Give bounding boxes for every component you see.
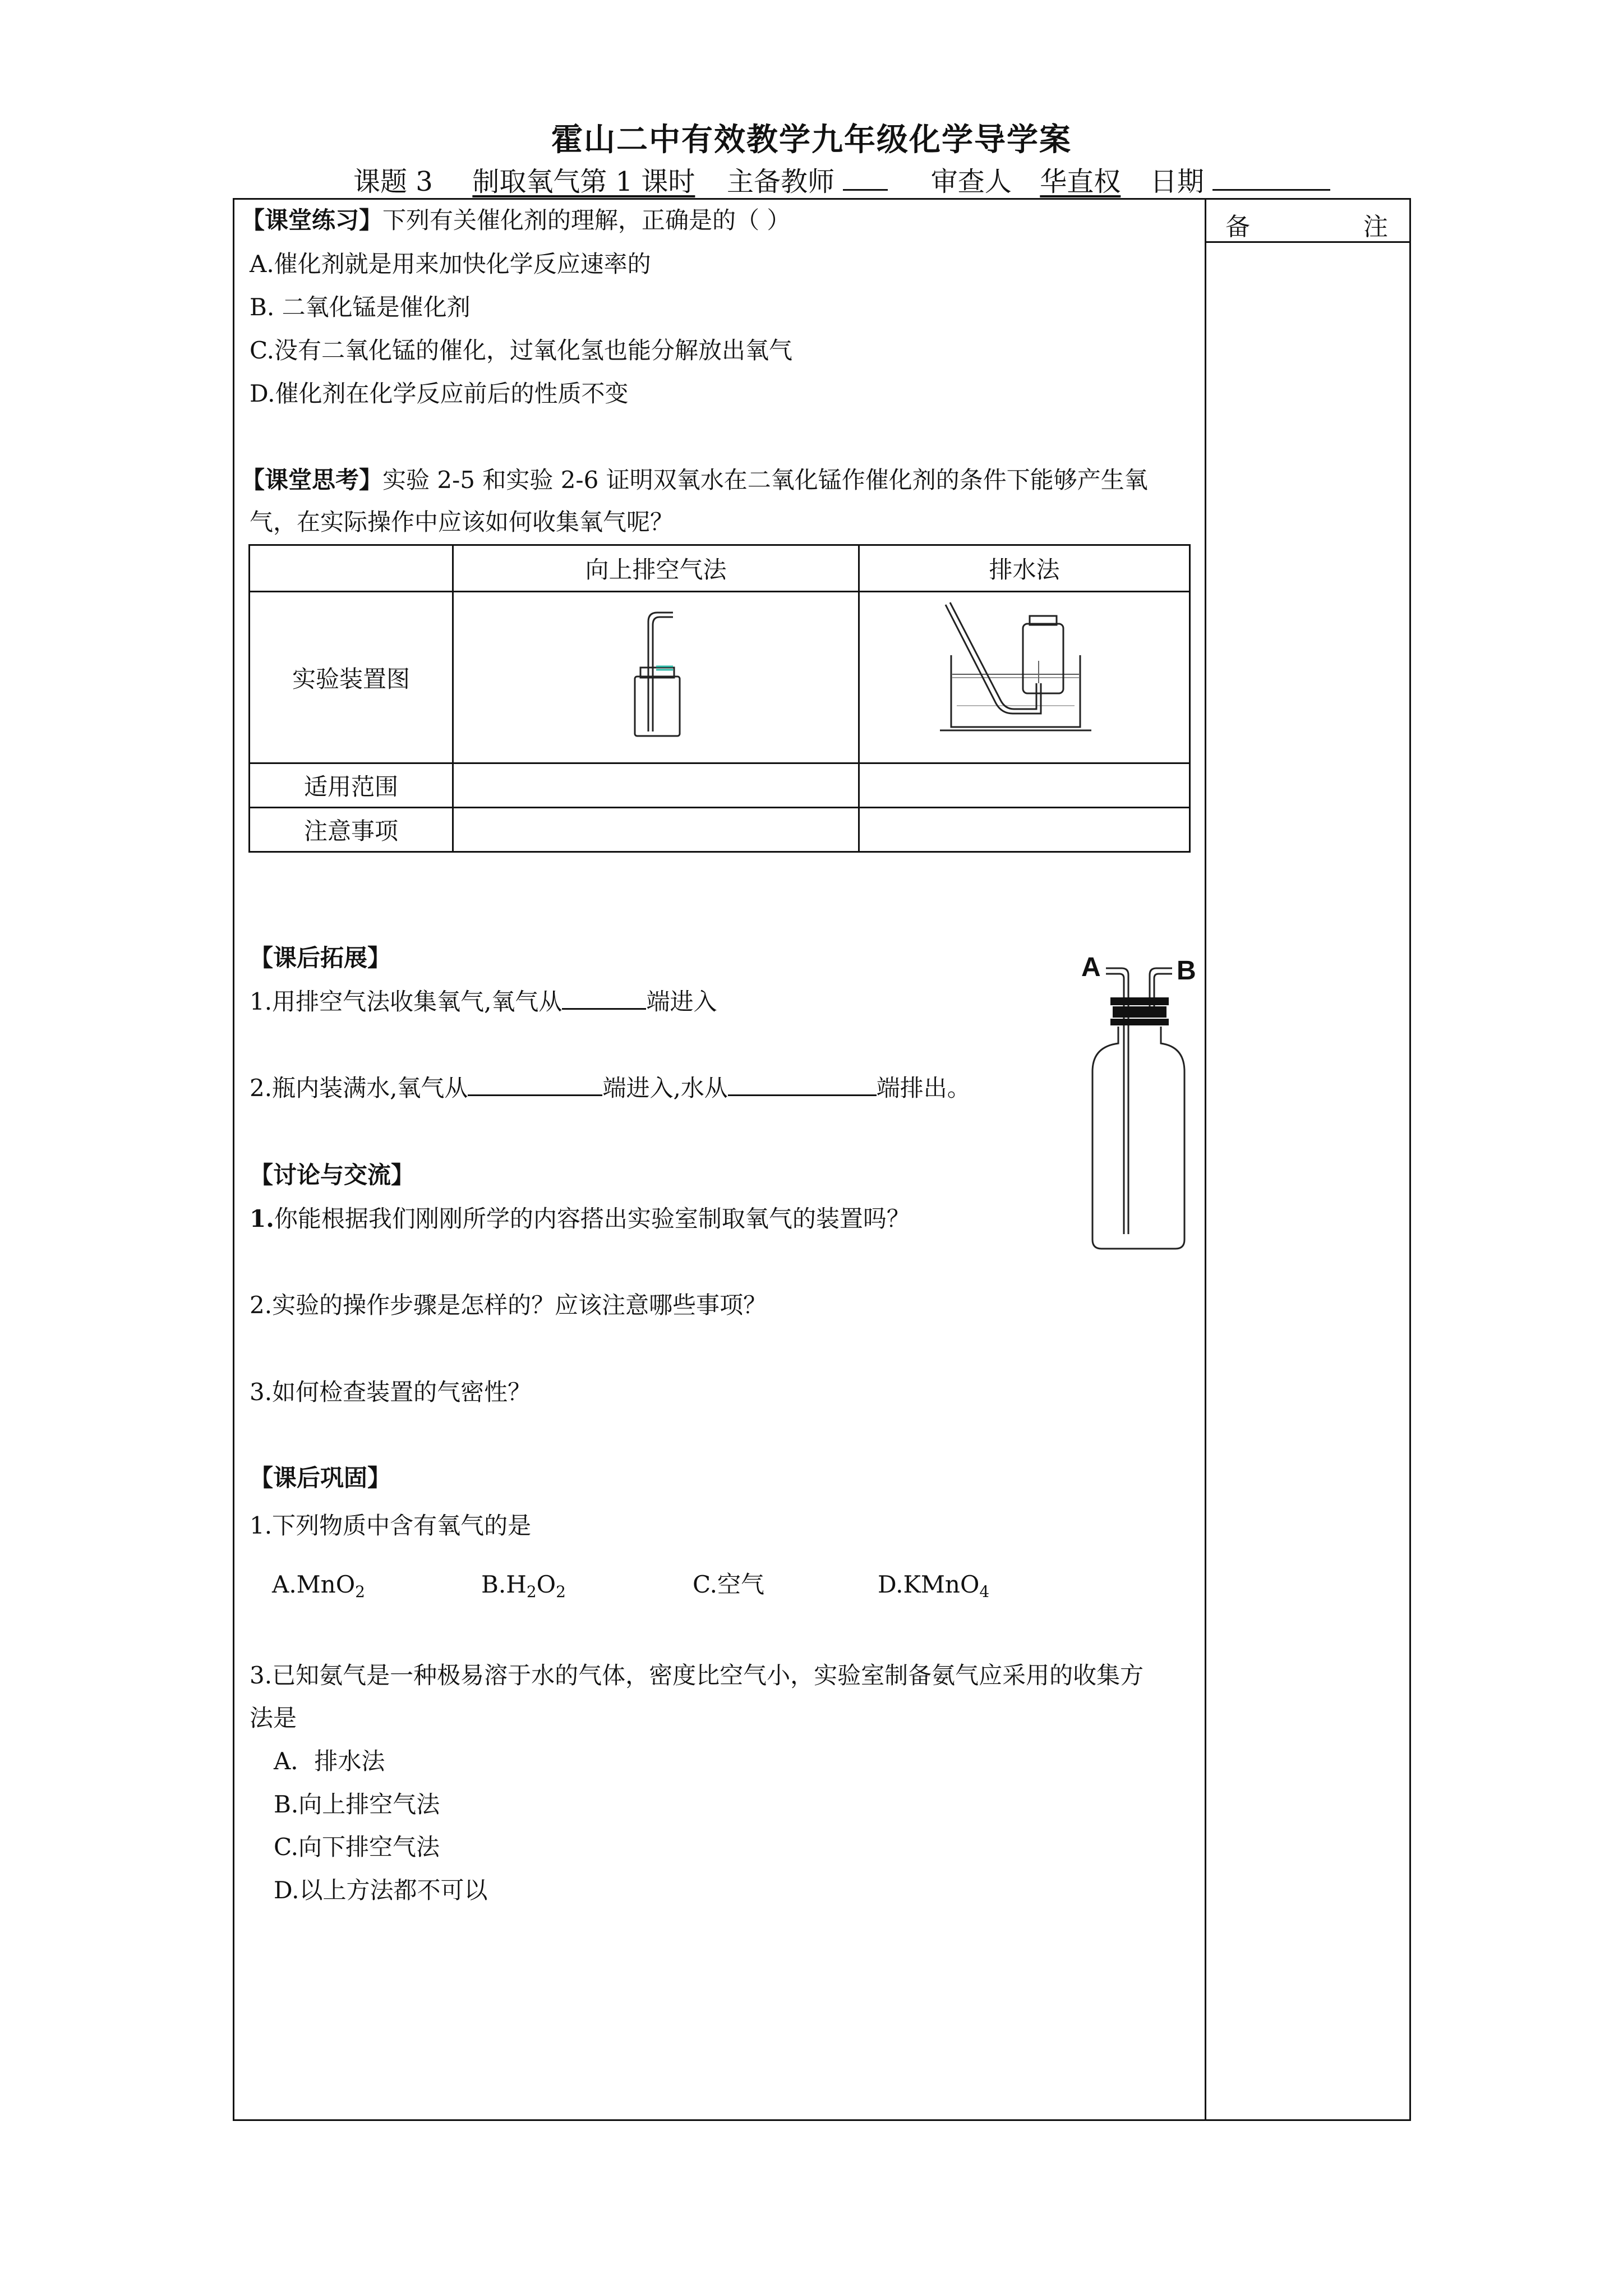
table-row-notes: 注意事项 bbox=[303, 817, 398, 845]
discussion-question-1: 1.你能根据我们刚刚所学的内容搭出实验室制取氧气的装置吗？ bbox=[250, 1205, 910, 1232]
discussion-tag: 【讨论与交流】 bbox=[250, 1161, 415, 1189]
consolidation-q3-option-a: A．排水法 bbox=[274, 1747, 385, 1775]
collection-method-table bbox=[248, 544, 1191, 853]
discussion-question-2: 2.实验的操作步骤是怎样的？应该注意哪些事项？ bbox=[250, 1291, 767, 1319]
consolidation-q3-option-b: B.向上排空气法 bbox=[274, 1791, 440, 1818]
date-label: 日期 bbox=[1150, 166, 1204, 197]
teacher-blank[interactable] bbox=[843, 167, 888, 191]
lesson-number: 课题 3 bbox=[353, 166, 433, 197]
teacher-label: 主备教师 bbox=[726, 166, 834, 197]
practice-option-a: A.催化剂就是用来加快化学反应速率的 bbox=[250, 250, 651, 278]
consolidation-q1-option-a: A.MnO$_2$ bbox=[272, 1571, 365, 1601]
consolidation-q3-option-c: C.向下排空气法 bbox=[274, 1833, 440, 1861]
consolidation-question-3-line-1: 3.已知氨气是一种极易溶于水的气体，密度比空气小，实验室制备氨气应采用的收集方 bbox=[250, 1662, 1144, 1689]
date-blank[interactable] bbox=[1212, 167, 1330, 191]
notes-label-right: 注 bbox=[1363, 213, 1388, 241]
extension-tag: 【课后拓展】 bbox=[250, 944, 391, 972]
reviewer-name: 华直权 bbox=[1040, 166, 1121, 197]
bottle-label-a: A bbox=[1081, 953, 1101, 982]
notes-label-left: 备 bbox=[1225, 213, 1250, 241]
table-row-scope: 适用范围 bbox=[303, 773, 398, 800]
consolidation-question-3-line-2: 法是 bbox=[250, 1704, 297, 1732]
consolidation-tag: 【课后巩固】 bbox=[250, 1464, 391, 1492]
extension-q2-blank-1[interactable] bbox=[468, 1074, 602, 1096]
page-title: 霍山二中有效教学九年级化学导学案 bbox=[551, 121, 1072, 158]
water-displacement-apparatus-figure bbox=[940, 599, 1103, 739]
consolidation-q3-option-d: D.以上方法都不可以 bbox=[274, 1876, 488, 1904]
upward-air-apparatus-figure bbox=[615, 605, 710, 739]
consolidation-q1-option-c: C.空气 bbox=[693, 1571, 764, 1598]
extension-question-2: 2.瓶内装满水,氧气从 端进入,水从 端排出。 bbox=[250, 1074, 971, 1102]
thinking-line-2: 气，在实际操作中应该如何收集氧气呢？ bbox=[250, 508, 674, 536]
discussion-question-3: 3.如何检查装置的气密性？ bbox=[250, 1378, 532, 1406]
extension-question-1: 1.用排空气法收集氧气,氧气从 端进入 bbox=[250, 988, 717, 1015]
practice-tag: 【课堂练习】 bbox=[241, 206, 383, 234]
practice-option-c: C.没有二氧化锰的催化，过氧化氢也能分解放出氧气 bbox=[250, 337, 792, 364]
thinking-tag: 【课堂思考】 bbox=[241, 466, 383, 494]
lesson-info-line bbox=[353, 160, 1330, 199]
extension-q1-blank[interactable] bbox=[562, 988, 646, 1010]
table-row-apparatus: 实验装置图 bbox=[292, 665, 410, 693]
table-header-upward-air: 向上排空气法 bbox=[585, 556, 727, 583]
practice-question: 【课堂练习】下列有关催化剂的理解，正确是的（ ） bbox=[241, 206, 791, 234]
reviewer-label: 审查人 bbox=[930, 166, 1012, 197]
bottle-label-b: B bbox=[1177, 956, 1196, 986]
consolidation-question-1: 1.下列物质中含有氧气的是 bbox=[250, 1512, 532, 1539]
lesson-topic: 制取氧气第 1 课时 bbox=[472, 166, 695, 197]
notes-header bbox=[1225, 206, 1388, 242]
consolidation-q1-option-b: $B.H_2O_2$ bbox=[481, 1571, 566, 1601]
extension-q2-blank-2[interactable] bbox=[728, 1074, 877, 1096]
gas-bottle-figure bbox=[1077, 948, 1200, 1262]
practice-option-d: D.催化剂在化学反应前后的性质不变 bbox=[250, 380, 629, 407]
practice-option-b: B. 二氧化锰是催化剂 bbox=[250, 293, 471, 321]
consolidation-q1-option-d: D.KMnO$_4$ bbox=[878, 1571, 990, 1601]
table-header-water: 排水法 bbox=[989, 556, 1060, 583]
thinking-line-1: 【课堂思考】实验 2-5 和实验 2-6 证明双氧水在二氧化锰作催化剂的条件下能够产生氧 bbox=[241, 466, 1148, 494]
notes-divider bbox=[1205, 198, 1206, 2119]
